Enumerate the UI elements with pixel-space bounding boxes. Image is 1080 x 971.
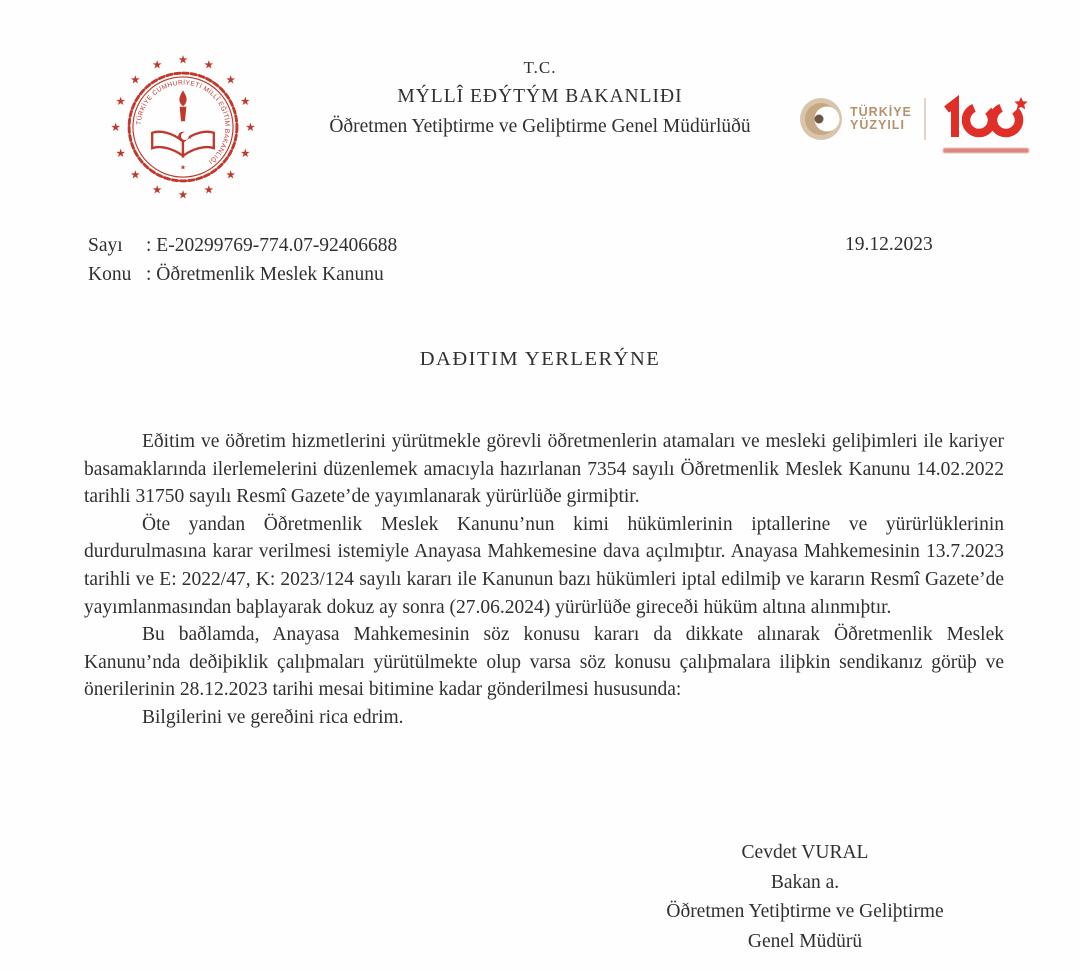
seal-star-icon: ★ bbox=[177, 52, 189, 67]
seal-star-icon: ★ bbox=[152, 182, 163, 197]
closing-line: Bilgilerini ve gereðini rica edrim. bbox=[142, 706, 404, 728]
seal-star-icon: ★ bbox=[130, 72, 141, 87]
seal-star-icon: ★ bbox=[240, 145, 251, 160]
turkiye-yuzyili-text bbox=[850, 106, 912, 132]
seal-ring-text: TÜRKİYE CUMHURİYETİ MİLLÎ EĞİTİM BAKANLIĞI bbox=[135, 79, 231, 166]
seal-star-icon: ★ bbox=[240, 94, 251, 109]
seal-star-icon: ★ bbox=[130, 167, 141, 182]
centenary-star-icon bbox=[1014, 97, 1027, 109]
sayi-row bbox=[88, 232, 397, 261]
seal-star-icon: ★ bbox=[203, 182, 214, 197]
recipient-line: DAÐITIM YERLERÝNE bbox=[419, 348, 661, 370]
seal-star-icon: ★ bbox=[203, 57, 214, 72]
crescent-star-icon: ★ bbox=[187, 136, 192, 142]
signature-block bbox=[615, 838, 995, 956]
document-date: 19.12.2023 bbox=[845, 234, 933, 255]
seal-bottom-star-icon: ★ bbox=[179, 163, 187, 172]
seal-star-icon: ★ bbox=[115, 145, 126, 160]
seal-star-icon: ★ bbox=[177, 187, 189, 202]
signatory-title-1: Bakan a. bbox=[770, 871, 840, 893]
turkiye-yuzyili-crescent-icon bbox=[798, 96, 844, 142]
signatory-title-3: Genel Müdürü bbox=[747, 930, 863, 952]
konu-label: Konu bbox=[88, 263, 132, 285]
signatory-title-2: Öðretmen Yetiþtirme ve Geliþtirme bbox=[666, 901, 944, 922]
letter-body bbox=[84, 428, 1004, 732]
turkiye-yuzyili-logo bbox=[798, 96, 912, 142]
seal-star-icon: ★ bbox=[225, 72, 236, 87]
sayi-label: Sayı bbox=[88, 235, 123, 256]
konu-row bbox=[88, 261, 397, 290]
body-paragraph-2: Öte yandan Öðretmenlik Meslek Kanunu’nun kimi hükümlerinin iptallerine ve yürürlüklerinin durdurulmasına karar verilmesi istemiyle Anayasa Mahkemesine dava açılmıþtır. Anayasa Mahkemesinin 13.7.2023 tarihli ve E: 2022/47, K: 2023/124 sayılı kararı ile Kanunun bazı hükümleri iptal edilmiþ ve kararın Resmî Gazete’de yayımlanmasından baþlayarak dokuz ay sonra (27.06.2024) yürürlüðe gireceði hüküm altına alınmıþtır. bbox=[84, 513, 1004, 618]
seal-star-icon: ★ bbox=[110, 120, 121, 134]
reference-block bbox=[88, 232, 397, 289]
body-paragraph-3: Bu baðlamda, Anayasa Mahkemesinin söz konusu kararı da dikkate alınarak Öðretmenlik Meslek Kanunu’nda deðiþiklik çalıþmaları yürütülmekte olup varsa söz konusu çalıþmalara iliþkin sendikanız görüþ ve önerilerinin 28.12.2023 tarihi mesai bitimine kadar gönderilmesi hususunda: bbox=[84, 624, 1004, 701]
seal-star-icon: ★ bbox=[115, 94, 126, 109]
header-logos bbox=[798, 90, 1032, 153]
yuzyili-label: YÜZYILI bbox=[850, 118, 905, 132]
signatory-name: Cevdet VURAL bbox=[741, 842, 869, 863]
sayi-value: : E-20299769-774.07-92406688 bbox=[146, 235, 398, 256]
centenary-caption-bar bbox=[943, 148, 1029, 153]
seal-star-icon: ★ bbox=[245, 120, 256, 134]
seal-star-icon: ★ bbox=[152, 57, 163, 72]
konu-value: : Öðretmenlik Meslek Kanunu bbox=[146, 263, 384, 285]
letterhead-tc: T.C. bbox=[523, 58, 557, 77]
seal-star-icon: ★ bbox=[225, 167, 236, 182]
letterhead-ministry: MÝLLÎ EÐÝTÝM BAKANLIÐI bbox=[397, 86, 683, 107]
logo-divider bbox=[924, 98, 926, 140]
letterhead-directorate: Öðretmen Yetiþtirme ve Geliþtirme Genel Müdürlüðü bbox=[329, 116, 751, 137]
centenary-100-icon bbox=[940, 92, 1032, 144]
body-paragraph-1: Eðitim ve öðretim hizmetlerini yürütmekle görevli öðretmenlerin atamaları ve mesleki geliþimleri ile kariyer basamaklarında ilerlemelerini düzenlemek amacıyla hazırlanan 7354 sayılı Öðretmenlik Meslek Kanunu 14.02.2022 tarihli 31750 sayılı Resmî Gazete’de yayımlanarak yürürlüðe girmiþtir. bbox=[84, 431, 1004, 508]
centenary-100-logo bbox=[940, 92, 1032, 153]
turkiye-label: TÜRKİYE bbox=[850, 105, 912, 119]
